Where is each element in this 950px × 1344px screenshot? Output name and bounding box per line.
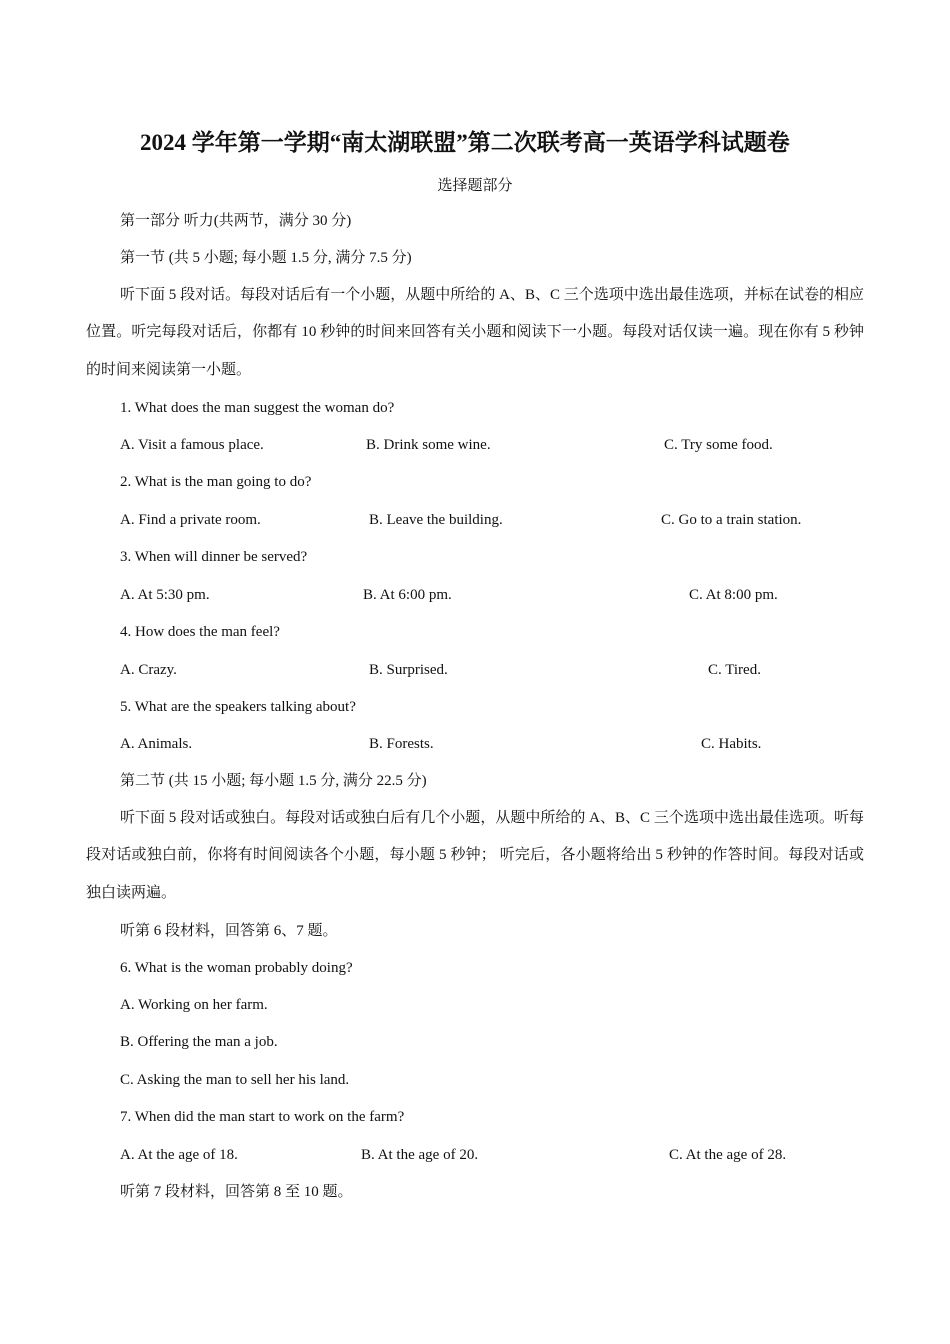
- q4-option-a: A. Crazy.: [120, 662, 177, 678]
- q2-option-a: A. Find a private room.: [120, 512, 261, 528]
- q1-option-c: C. Try some food.: [664, 437, 773, 453]
- section2-heading: 第二节 (共 15 小题; 每小题 1.5 分, 满分 22.5 分): [120, 773, 427, 789]
- q7-option-b: B. At the age of 20.: [361, 1147, 479, 1163]
- q3-option-a: A. At 5:30 pm.: [120, 587, 210, 603]
- q5-option-c: C. Habits.: [701, 736, 762, 752]
- question-1: 1. What does the man suggest the woman do?: [120, 400, 395, 416]
- q6-option-b: B. Offering the man a job.: [120, 1034, 278, 1050]
- part1-heading: 第一部分 听力(共两节，满分 30 分): [120, 213, 352, 229]
- q6-option-a: A. Working on her farm.: [120, 997, 268, 1013]
- question-4: 4. How does the man feel?: [120, 624, 280, 640]
- section2-instructions: 听下面 5 段对话或独白。每段对话或独白后有几个小题，从题中所给的 A、B、C 三个选项中选出最佳选项。听每段对话或独白前，你将有时间阅读各个小题，每小题 5 秒钟； 听完后，各小题将给出 5 秒钟的作答时间。每段对话或独白读两遍。: [86, 810, 864, 901]
- q2-option-c: C. Go to a train station.: [661, 512, 802, 528]
- q5-option-b: B. Forests.: [369, 736, 434, 752]
- q7-option-a: A. At the age of 18.: [120, 1147, 238, 1163]
- section-subtitle: 选择题部分: [437, 178, 513, 194]
- q1-option-b: B. Drink some wine.: [366, 437, 491, 453]
- question-2: 2. What is the man going to do?: [120, 474, 312, 490]
- q1-option-a: A. Visit a famous place.: [120, 437, 264, 453]
- q3-option-b: B. At 6:00 pm.: [363, 587, 452, 603]
- q5-option-a: A. Animals.: [120, 736, 193, 752]
- material7-heading: 听第 7 段材料，回答第 8 至 10 题。: [120, 1184, 353, 1200]
- question-5: 5. What are the speakers talking about?: [120, 699, 356, 715]
- q4-option-c: C. Tired.: [708, 662, 761, 678]
- material6-heading: 听第 6 段材料，回答第 6、7 题。: [120, 923, 338, 939]
- section1-instructions: 听下面 5 段对话。每段对话后有一个小题，从题中所给的 A、B、C 三个选项中选出最佳选项，并标在试卷的相应位置。听完每段对话后，你都有 10 秒钟的时间来回答有关小题和阅读下一小题。每段对话仅读一遍。现在你有 5 秒钟的时间来阅读第一小题。: [86, 287, 864, 378]
- q6-option-c: C. Asking the man to sell her his land.: [120, 1072, 350, 1088]
- q4-option-b: B. Surprised.: [369, 662, 448, 678]
- question-3: 3. When will dinner be served?: [120, 549, 308, 565]
- q2-option-b: B. Leave the building.: [369, 512, 503, 528]
- exam-title: 2024 学年第一学期“南太湖联盟”第二次联考高一英语学科试题卷: [140, 130, 790, 155]
- section1-heading: 第一节 (共 5 小题; 每小题 1.5 分, 满分 7.5 分): [120, 250, 412, 266]
- question-6: 6. What is the woman probably doing?: [120, 960, 353, 976]
- question-7: 7. When did the man start to work on the farm?: [120, 1109, 405, 1125]
- q7-option-c: C. At the age of 28.: [669, 1147, 787, 1163]
- q3-option-c: C. At 8:00 pm.: [689, 587, 778, 603]
